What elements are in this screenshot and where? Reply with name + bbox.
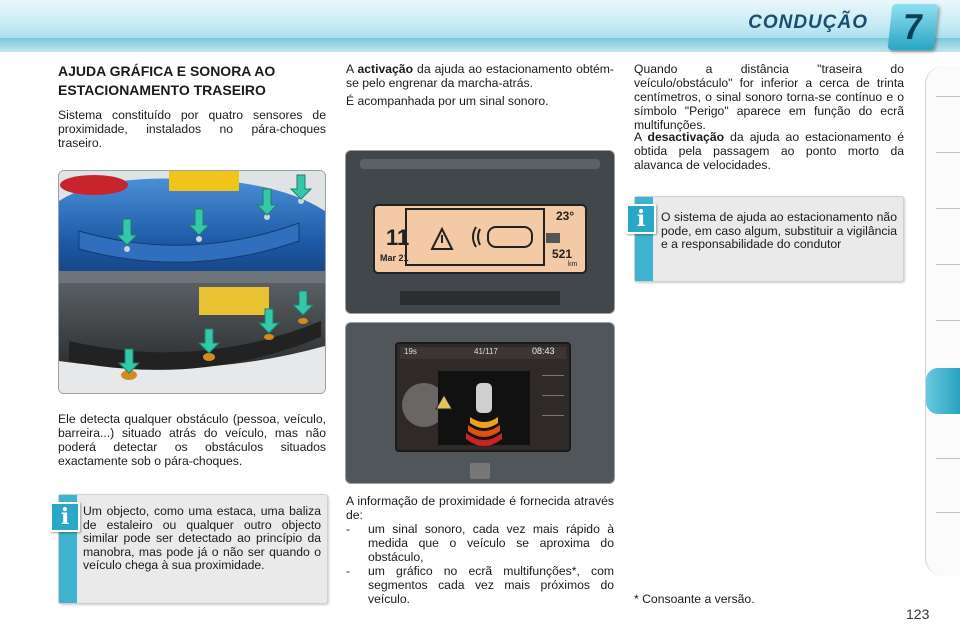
list-item-sound: um sinal sonoro, cada vez mais rápido à medida que o veículo se aproxima do obstáculo, bbox=[368, 522, 614, 564]
chapter-tabs bbox=[925, 66, 960, 576]
side-tab-current-chapter[interactable] bbox=[926, 368, 960, 414]
detection-paragraph: Ele detecta qualquer obstáculo (pessoa, veículo, barreira...) situado atrás do veículo, mas não poderá detectar os obstáculos situados exactamente sob o pára-choques. bbox=[58, 412, 326, 468]
dashboard-display-image bbox=[345, 150, 615, 314]
info-box-responsibility bbox=[634, 196, 904, 282]
display-odometer: 521 bbox=[552, 247, 573, 261]
list-item-graphic: um gráfico no ecrã multifunções*, com segmentos cada vez mais próximos do veículo. bbox=[368, 564, 614, 606]
rear-bumper-sensors-image bbox=[58, 170, 326, 394]
list-bullet: - bbox=[346, 564, 351, 578]
header-band bbox=[0, 38, 960, 52]
chapter-number-badge bbox=[888, 4, 939, 50]
tab-divider bbox=[936, 208, 960, 209]
proximity-intro: A informação de proximidade é fornecida através de: bbox=[346, 494, 614, 522]
sound-signal-paragraph: É acompanhada por um sinal sonoro. bbox=[346, 94, 549, 108]
deactivation-prefix: A bbox=[634, 130, 648, 144]
page-number: 123 bbox=[906, 606, 930, 622]
page-header bbox=[0, 0, 960, 52]
distance-paragraph: Quando a distância "traseira do veículo/obstáculo" for inferior a cerca de trinta centímetros, o sinal sonoro torna-se contínuo e o símbolo "Perigo" aparece em função do ecrã multifunções. bbox=[634, 62, 904, 132]
tab-divider bbox=[936, 320, 960, 321]
chapter-number: 7 bbox=[900, 6, 926, 47]
display-temperature: 23° bbox=[556, 209, 575, 223]
deactivation-rest: da ajuda ao estacionamento é obtida pela passagem ao ponto morto da alavanca de velocidades. bbox=[634, 130, 905, 172]
info-icon: i bbox=[626, 204, 656, 234]
tab-divider bbox=[936, 512, 960, 513]
display-date: Mar 21 bbox=[380, 253, 409, 263]
multifunction-screen-image bbox=[345, 322, 615, 484]
activation-keyword: activação bbox=[357, 62, 414, 76]
display-speed: 11 bbox=[386, 225, 410, 250]
chapter-title: CONDUÇÃO bbox=[748, 12, 868, 33]
tab-divider bbox=[936, 96, 960, 97]
footnote: * Consoante a versão. bbox=[634, 592, 755, 606]
tab-divider bbox=[936, 264, 960, 265]
activation-rest: da ajuda ao estacionamento obtém-se pelo engrenar da marcha-atrás. bbox=[346, 62, 614, 90]
tab-divider bbox=[936, 458, 960, 459]
deactivation-keyword: desactivação bbox=[647, 130, 725, 144]
activation-prefix: A bbox=[346, 62, 358, 76]
tab-divider bbox=[936, 152, 960, 153]
activation-paragraph bbox=[346, 62, 614, 90]
screen-clock: 08:43 bbox=[532, 346, 555, 356]
info-icon: i bbox=[50, 502, 80, 532]
display-unit: km bbox=[568, 261, 578, 268]
info-box-text: O sistema de ajuda ao estacionamento não pode, em caso algum, substituir a vigilância e a responsabilidade do condutor bbox=[661, 210, 897, 251]
deactivation-paragraph bbox=[634, 130, 904, 172]
intro-paragraph: Sistema constituído por quatro sensores de proximidade, instalados no pára-choques traseiro. bbox=[58, 108, 326, 150]
screen-mid-readout: 41/117 bbox=[474, 347, 498, 356]
list-bullet: - bbox=[346, 522, 351, 536]
screen-left-readout: 19s bbox=[404, 347, 417, 356]
info-box-text: Um objecto, como uma estaca, uma baliza de estaleiro ou qualquer outro objecto similar pode ser detectado ao princípio da manobra, mas pode já o não ser quando o veículo chega à sua proximidade. bbox=[83, 504, 321, 572]
info-box-detection-note bbox=[58, 494, 328, 604]
section-heading: AJUDA GRÁFICA E SONORA AO ESTACIONAMENTO TRASEIRO bbox=[58, 63, 276, 98]
